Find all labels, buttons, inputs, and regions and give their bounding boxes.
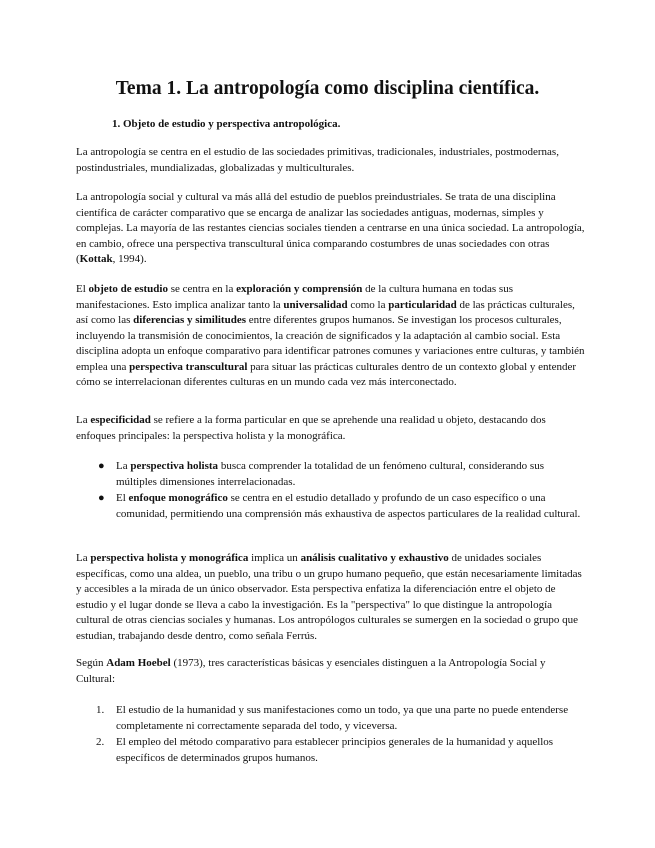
paragraph-text: se refiere a la forma particular en que se aprehende una realidad u objeto, destacando dos enfoques principales: la perspectiva holista y la monográfica. [76,414,546,442]
list-number: 2. [96,736,105,748]
paragraph-text: para situar las prácticas culturales dentro de un contexto global y entender cómo se interrelacionan diferentes culturas en un mundo cada vez más interconectado. [76,360,577,388]
paragraph-text: de las prácticas culturales, así como las [76,298,575,326]
list-item [96,703,586,734]
list-item [96,491,586,522]
paragraph-text: entre diferentes grupos humanos. Se investigan los procesos culturales, incluyendo la transmisión de conocimientos, la creación de significados y la adaptación al cambio social. Esta disciplina adopta un enfoque comparativo para identificar patrones comunes y variaciones entre culturas, y también emplea una [76,314,585,373]
paragraph-text: como la [347,298,389,311]
bold-term: perspectiva holista y monográfica [90,552,249,564]
paragraph-text: La antropología se centra en el estudio de las sociedades primitivas, tradicionales, industriales, postmodernas, postindustriales, mundializadas, globalizadas y multiculturales. [76,146,559,174]
paragraph-text: , 1994). [112,253,147,265]
list-item-text: se centra en el estudio detallado y profundo de un caso específico o una comunidad, permitiendo una comprensión más exhaustiva de aspectos particulares de la realidad cultural. [116,492,581,520]
paragraph-text: La [76,552,91,564]
numbered-list [96,703,586,767]
list-item-text: El empleo del método comparativo para establecer principios generales de la humanidad y aquellos específicos de determinados grupos humanos. [116,736,554,764]
paragraph-specificity [76,413,586,444]
paragraph-text: El [76,283,89,295]
paragraph-object-of-study [76,282,586,391]
bold-term: particularidad [388,298,457,311]
paragraph-text: de la cultura humana en todas sus manifestaciones. Esto implica analizar tanto la [76,283,513,311]
paragraph-holistic-monographic [76,551,586,644]
citation-author: Kottak [79,253,113,265]
bold-term: universalidad [283,298,348,311]
bold-term: perspectiva holista [130,460,219,472]
paragraph-text: Según [76,657,107,669]
list-item-text: El [116,492,129,504]
bold-term: exploración y comprensión [236,283,363,295]
paragraph-text: implica un [248,552,301,564]
page-title: Tema 1. La antropología como disciplina científica. [115,78,540,99]
citation-author: Adam Hoebel [106,657,171,669]
paragraph-text: (1973), tres características básicas y esenciales distinguen a la Antropología Social y Cultural: [76,657,546,685]
bullet-icon: ● [98,492,105,504]
bold-term: diferencias y similitudes [133,314,246,326]
paragraph-text: de unidades sociales específicas, como una aldea, un pueblo, una tribu o un grupo humano pequeño, que están necesariamente limitadas y accesibles a la mirada de un único observador. Esta perspectiva enfatiza la diferenciación entre el objeto de estudio y el lugar donde se lleva a cabo la investigación. Es la "perspectiva" lo que distingue la antropología cultural de otras ciencias sociales y humanas. Los antropólogos culturales se sumergen en la sociedad o grupo que estudian, trabajando desde dentro, como señala Ferrús. [76,552,582,642]
list-item-text: La [116,460,131,472]
bold-term: enfoque monográfico [128,492,228,504]
paragraph-text: La [76,414,91,426]
paragraph-text: se centra en la [167,283,237,295]
paragraph-text: La antropología social y cultural va más allá del estudio de pueblos preindustriales. Se trata de una disciplina científica de carácter comparativo que se encarga de analizar las sociedades antiguas, modernas, simples y complejas. La mayoría de las restantes ciencias sociales tienden a centrarse en una única sociedad. La antropología, en cambio, ofrece una perspectiva transcultural única comparando costumbres de unas sociedades con otras ( [76,191,585,265]
paragraph-hoebel [76,656,586,687]
bold-term: objeto de estudio [88,283,168,295]
paragraph-comparative [76,190,586,268]
list-item [96,735,586,766]
bullet-icon: ● [98,460,105,472]
list-item-text: El estudio de la humanidad y sus manifestaciones como un todo, ya que una parte no puede entenderse completamente ni correctamente separada del todo, y viceversa. [116,704,569,732]
list-number: 1. [96,704,105,716]
section-heading: 1. Objeto de estudio y perspectiva antropológica. [112,118,341,130]
paragraph-intro [76,145,586,176]
bold-term: especificidad [90,414,151,426]
bold-term: perspectiva transcultural [129,360,248,373]
bullet-list [96,459,586,523]
list-item [96,459,586,490]
bold-term: análisis cualitativo y exhaustivo [300,552,449,564]
list-item-text: busca comprender la totalidad de un fenómeno cultural, considerando sus múltiples dimensiones interrelacionadas. [116,460,544,488]
